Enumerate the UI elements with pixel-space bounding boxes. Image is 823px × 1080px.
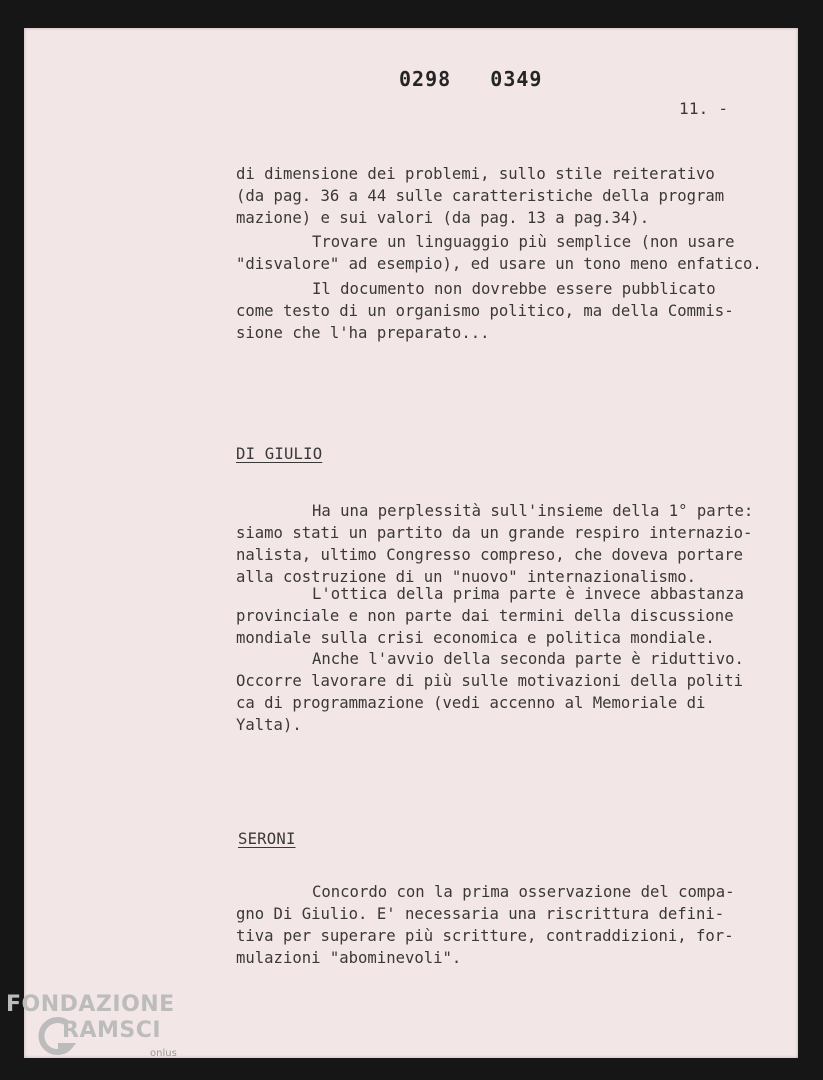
watermark-line1: FONDAZIONE [6, 992, 175, 1017]
fondazione-gramsci-watermark [6, 990, 206, 1070]
text-line: (da pag. 36 a 44 sulle caratteristiche della program [236, 187, 725, 205]
text-line: mazione) e sui valori (da pag. 13 a pag.34). [236, 209, 650, 227]
text-line: gno Di Giulio. E' necessaria una riscrittura defini- [236, 905, 725, 923]
watermark-line2: RAMSCI [62, 1018, 162, 1043]
text-line: di dimensione dei problemi, sullo stile reiterativo [236, 165, 715, 183]
text-line: Yalta). [236, 716, 302, 734]
paragraph-di-giulio-1 [236, 500, 796, 588]
speaker-heading-di-giulio: DI GIULIO [236, 445, 323, 463]
page-number: 11. - [679, 99, 729, 118]
text-line: Trovare un linguaggio più semplice (non usare [312, 233, 735, 251]
watermark-suffix: onlus [150, 1048, 177, 1059]
document-page [24, 28, 798, 1058]
text-line: Concordo con la prima osservazione del compa- [312, 883, 735, 901]
text-line: Anche l'avvio della seconda parte è riduttivo. [312, 650, 744, 668]
text-line: "disvalore" ad esempio), ed usare un tono meno enfatico. [236, 255, 762, 273]
text-line: Occorre lavorare di più sulle motivazioni della politi [236, 672, 743, 690]
text-line: ca di programmazione (vedi accenno al Memoriale di [236, 694, 706, 712]
text-line: mondiale sulla crisi economica e politica mondiale. [236, 629, 715, 647]
paragraph-continuation [236, 163, 796, 229]
text-line: Il documento non dovrebbe essere pubblicato [312, 280, 716, 298]
paragraph-di-giulio-2 [236, 583, 796, 649]
text-line: sione che l'ha preparato... [236, 324, 490, 342]
speaker-heading-seroni: SERONI [238, 830, 296, 848]
text-line: Ha una perplessità sull'insieme della 1° parte: [312, 502, 754, 520]
paragraph-language [236, 231, 796, 275]
text-line: nalista, ultimo Congresso compreso, che doveva portare [236, 546, 743, 564]
text-line: provinciale e non parte dai termini della discussione [236, 607, 734, 625]
document-number: 0298 0349 [399, 67, 543, 91]
text-line: tiva per superare più scritture, contraddizioni, for- [236, 927, 734, 945]
text-line: siamo stati un partito da un grande respiro internazio- [236, 524, 753, 542]
text-line: come testo di un organismo politico, ma della Commis- [236, 302, 734, 320]
paragraph-publication [236, 278, 796, 344]
text-line: alla costruzione di un "nuovo" internazionalismo. [236, 568, 697, 586]
paragraph-di-giulio-3 [236, 648, 796, 736]
text-line: mulazioni "abominevoli". [236, 949, 462, 967]
paragraph-seroni-1 [236, 881, 796, 969]
text-line: L'ottica della prima parte è invece abbastanza [312, 585, 744, 603]
